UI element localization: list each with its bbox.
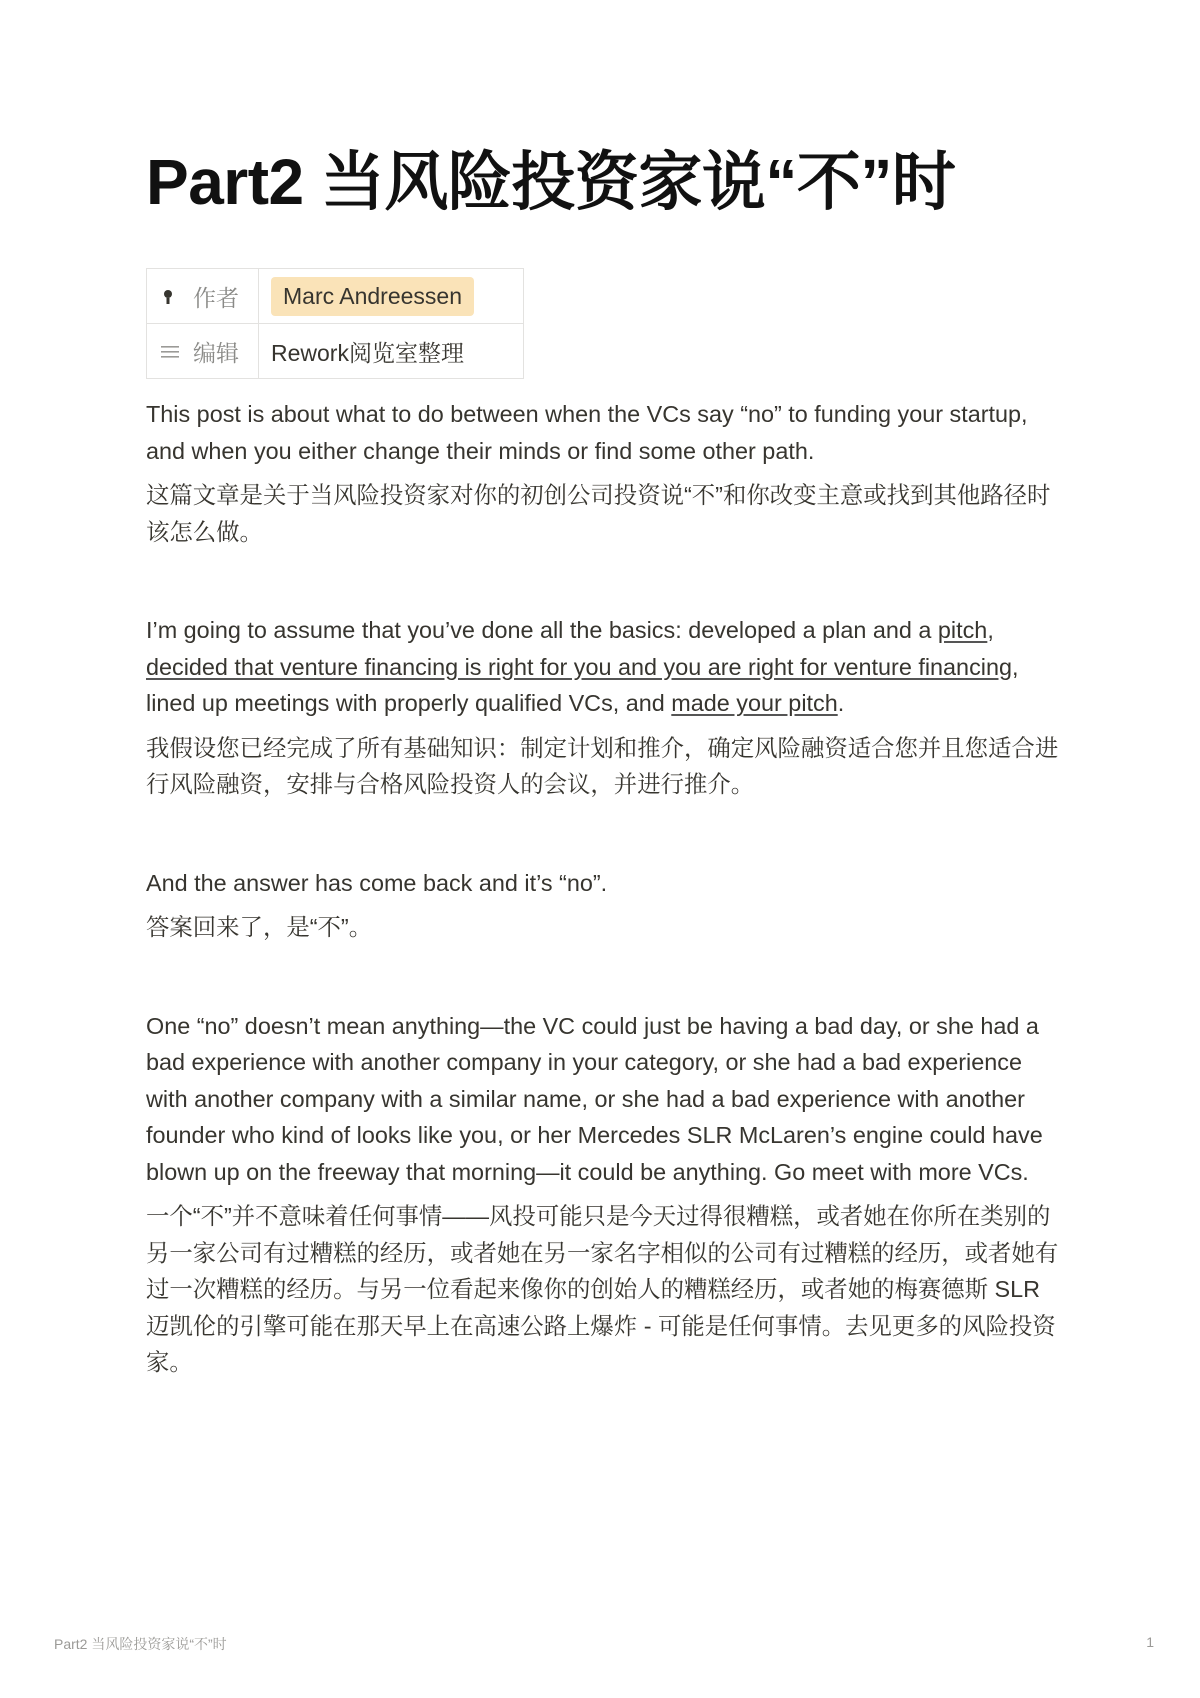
paragraph-2-text-2: , (987, 617, 994, 643)
footer-title: Part2 当风险投资家说“不”时 (54, 1636, 227, 1652)
paragraph-4-en: One “no” doesn’t mean anything—the VC could just be having a bad day, or she had a bad experience with another company in your category, or she had a bad experience with another company with a similar name, or she had a bad experience with another founder who kind of looks like you, or her Mercedes SLR McLaren’s engine could have blown up on the freeway that morning—it could be anything. Go meet with more VCs. (146, 1012, 1043, 1185)
person-icon (161, 289, 179, 310)
property-value-author (259, 269, 524, 324)
property-label-author: 作者 (193, 284, 239, 311)
text-lines-icon (161, 345, 179, 364)
properties-table (146, 268, 524, 379)
paragraph-2-en (146, 612, 1066, 722)
property-value-editor: Rework阅览室整理 (259, 324, 524, 379)
paragraph-4-zh: 一个“不”并不意味着任何事情——风投可能只是今天过得很糟糕，或者她在你所在类别的另一家公司有过糟糕的经历，或者她在另一家名字相似的公司有过糟糕的经历，或者她有过一次糟糕的经历。与另一位看起来像你的创始人的糟糕经历，或者她的梅赛德斯 SLR 迈凯伦的引擎可能在那天早上在高速公路上爆炸 - 可能是任何事情。去见更多的风险投资家。 (146, 1203, 1059, 1375)
decided-venture-financing-link[interactable]: decided that venture financing is right for you and you are right for venture financing (146, 653, 1012, 680)
page-number: 1 (1146, 1634, 1154, 1650)
paragraph-2-text-1: I’m going to assume that you’ve done all the basics: developed a plan and a (146, 617, 938, 643)
paragraph-3-en: And the answer has come back and it’s “no”. (146, 869, 608, 896)
page-title: Part2 当风险投资家说“不”时 (146, 146, 956, 218)
paragraph-2-zh: 我假设您已经完成了所有基础知识：制定计划和推介，确定风险融资适合您并且您适合进行风险融资，安排与合格风险投资人的会议，并进行推介。 (146, 734, 1059, 797)
author-tag[interactable]: Marc Andreessen (271, 277, 474, 316)
paragraph-2-text-3: , lined up meetings with properly qualified VCs, and (146, 653, 1019, 716)
paragraph-2-text-4: . (837, 690, 845, 716)
property-label-editor: 编辑 (193, 339, 239, 366)
article-body (146, 396, 1066, 1381)
property-key-editor (147, 324, 259, 379)
pitch-link[interactable]: pitch (937, 617, 988, 643)
property-row-author (147, 269, 524, 324)
property-row-editor (147, 324, 524, 379)
paragraph-3-zh: 答案回来了，是“不”。 (146, 914, 373, 940)
paragraph-1-en: This post is about what to do between when the VCs say “no” to funding your startup, and when you either change their minds or find some other path. (146, 401, 1028, 464)
property-key-author (147, 269, 259, 324)
made-your-pitch-link[interactable]: made your pitch (671, 690, 838, 716)
paragraph-1-zh: 这篇文章是关于当风险投资家对你的初创公司投资说“不”和你改变主意或找到其他路径时该怎么做。 (146, 482, 1051, 545)
